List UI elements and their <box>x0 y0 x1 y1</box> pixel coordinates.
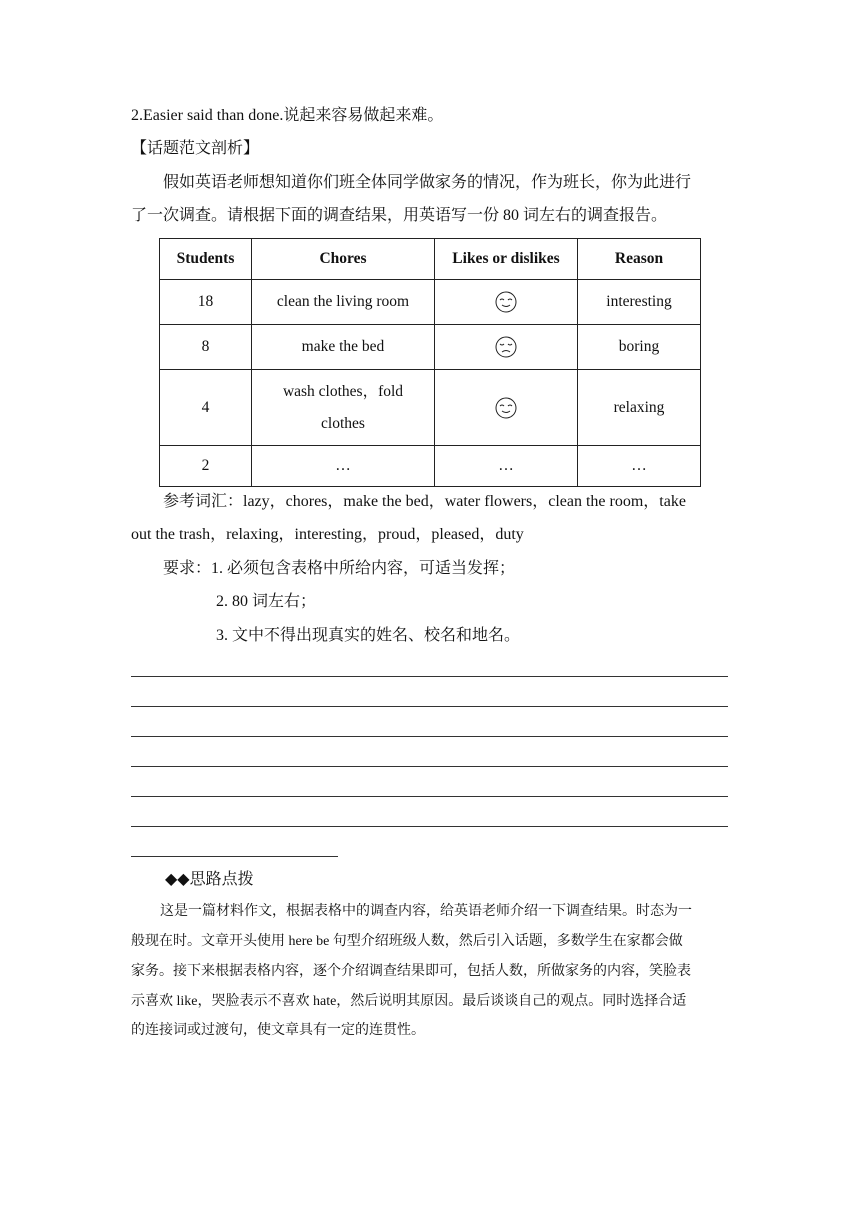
frown-face-icon <box>495 336 517 358</box>
table-header-row <box>160 239 701 280</box>
tips-line-2: 般现在时。文章开头使用 here be 句型介绍班级人数，然后引入话题，多数学生在家都会做 <box>131 934 683 949</box>
tips-line-1: 这是一篇材料作文，根据表格中的调查内容，给英语老师介绍一下调查结果。时态为一 <box>160 904 692 919</box>
answer-line <box>131 826 728 827</box>
answer-line <box>131 676 728 677</box>
cell-students: 8 <box>160 325 252 370</box>
cell-chores-line-2: clothes <box>321 414 365 432</box>
table-row <box>160 370 701 446</box>
tips-line-4: 示喜欢 like，哭脸表示不喜欢 hate，然后说明其原因。最后谈谈自己的观点。同时选择合适 <box>131 994 687 1009</box>
answer-line <box>131 796 728 797</box>
cell-reason: boring <box>578 325 701 370</box>
cell-reason: interesting <box>578 280 701 325</box>
requirement-1: 要求：1. 必须包含表格中所给内容，可适当发挥； <box>163 560 516 577</box>
answer-line <box>131 736 728 737</box>
header-students: Students <box>160 239 252 280</box>
header-chores: Chores <box>252 239 435 280</box>
requirement-3: 3. 文中不得出现真实的姓名、校名和地名。 <box>216 627 521 644</box>
tips-title: ◆◆思路点拨 <box>165 871 254 888</box>
cell-students: 18 <box>160 280 252 325</box>
table-row <box>160 325 701 370</box>
smile-face-icon <box>495 291 517 313</box>
cell-chores: make the bed <box>252 325 435 370</box>
survey-table <box>159 238 701 487</box>
answer-line-short <box>131 856 338 857</box>
cell-reason: relaxing <box>578 370 701 446</box>
table-row <box>160 280 701 325</box>
cell-reason: … <box>578 446 701 487</box>
cell-chores-line-1: wash clothes，fold <box>282 382 404 400</box>
section-title: 【话题范文剖析】 <box>131 140 260 157</box>
vocab-line-1: 参考词汇：lazy，chores，make the bed，water flowers，clean the room，take <box>163 493 686 510</box>
tips-line-5: 的连接词或过渡句，使文章具有一定的连贯性。 <box>131 1023 425 1038</box>
answer-line <box>131 706 728 707</box>
vocab-line-2: out the trash，relaxing，interesting，proud，pleased，duty <box>131 526 524 543</box>
cell-face <box>435 325 578 370</box>
cell-chores: clean the living room <box>252 280 435 325</box>
header-reason: Reason <box>578 239 701 280</box>
cell-students: 2 <box>160 446 252 487</box>
intro-line: 2.Easier said than done.说起来容易做起来难。 <box>131 107 444 124</box>
cell-face <box>435 280 578 325</box>
answer-line <box>131 766 728 767</box>
cell-chores <box>252 370 435 446</box>
cell-face: … <box>435 446 578 487</box>
cell-students: 4 <box>160 370 252 446</box>
cell-chores: … <box>252 446 435 487</box>
prompt-line-1: 假如英语老师想知道你们班全体同学做家务的情况，作为班长，你为此进行 <box>163 174 692 191</box>
requirement-2: 2. 80 词左右； <box>216 593 317 610</box>
table-row <box>160 446 701 487</box>
tips-line-3: 家务。接下来根据表格内容，逐个介绍调查结果即可，包括人数，所做家务的内容，笑脸表 <box>131 964 691 979</box>
prompt-line-2: 了一次调查。请根据下面的调查结果，用英语写一份 80 词左右的调查报告。 <box>131 207 668 224</box>
smile-face-icon <box>495 397 517 419</box>
cell-face <box>435 370 578 446</box>
header-likes: Likes or dislikes <box>435 239 578 280</box>
